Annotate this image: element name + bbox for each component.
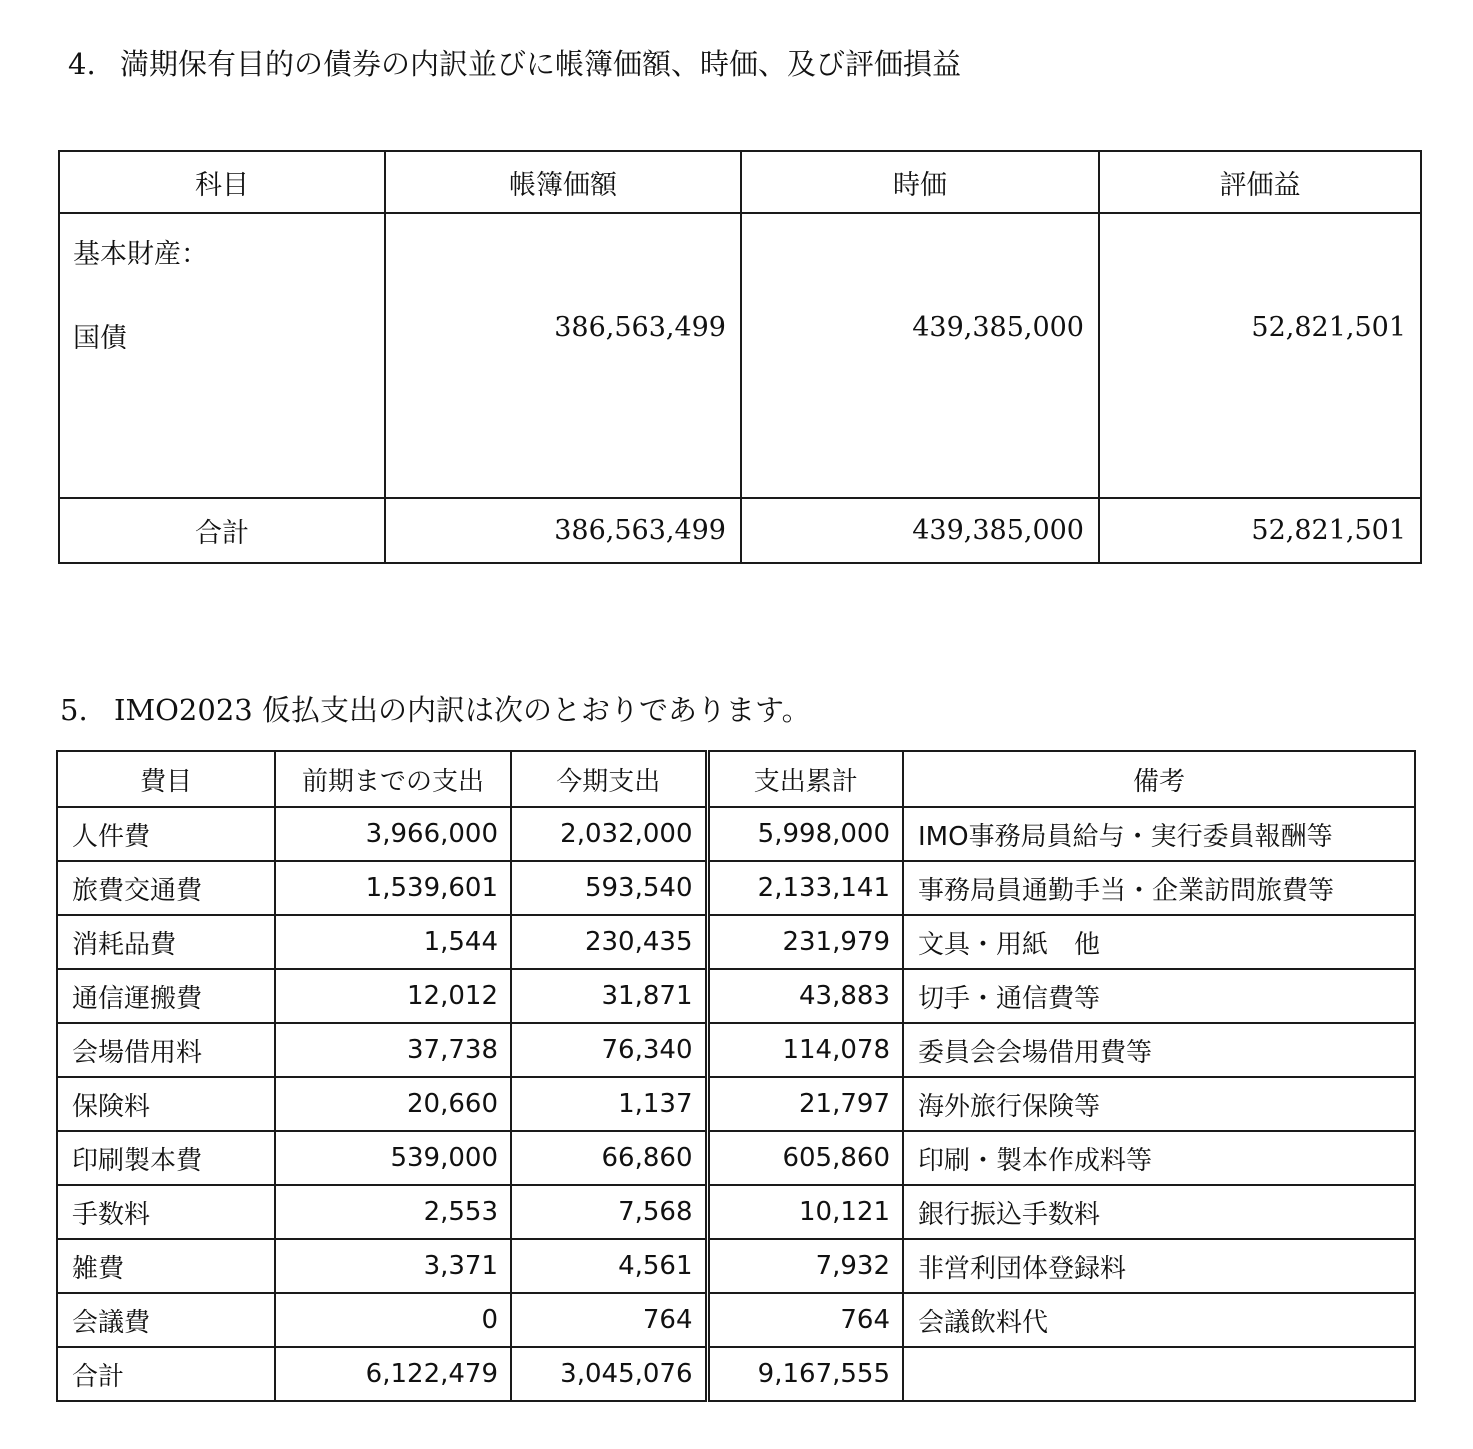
section-4-title: 満期保有目的の債券の内訳並びに帳簿価額、時価、及び評価損益 (120, 47, 962, 81)
prior-expenditure: 1,539,601 (275, 861, 511, 915)
cumulative-expenditure: 43,883 (707, 969, 903, 1023)
section-4-heading (68, 46, 961, 82)
expense-item: 手数料 (57, 1185, 275, 1239)
bond-book-value-cell (385, 213, 741, 498)
expense-item: 保険料 (57, 1077, 275, 1131)
bonds-body-row (59, 213, 1421, 498)
prior-expenditure: 2,553 (275, 1185, 511, 1239)
remarks: 委員会会場借用費等 (903, 1023, 1415, 1077)
prior-expenditure: 3,371 (275, 1239, 511, 1293)
prior-expenditure: 539,000 (275, 1131, 511, 1185)
remarks: 海外旅行保険等 (903, 1077, 1415, 1131)
expense-item: 旅費交通費 (57, 861, 275, 915)
bonds-header-row (59, 151, 1421, 213)
remarks: 会議飲料代 (903, 1293, 1415, 1347)
cumulative-expenditure: 231,979 (707, 915, 903, 969)
expenses-header-row (57, 751, 1415, 807)
table-row (57, 1077, 1415, 1131)
remarks: 文具・用紙 他 (903, 915, 1415, 969)
cumulative-expenditure: 605,860 (707, 1131, 903, 1185)
header-prior-expenditure: 前期までの支出 (275, 751, 511, 807)
remarks: 切手・通信費等 (903, 969, 1415, 1023)
current-expenditure: 4,561 (511, 1239, 707, 1293)
current-expenditure: 7,568 (511, 1185, 707, 1239)
bonds-total-gain: 52,821,501 (1099, 498, 1421, 563)
prior-expenditure: 1,544 (275, 915, 511, 969)
category-label: 基本財産： (73, 239, 208, 270)
table-row (57, 1023, 1415, 1077)
table-row (57, 969, 1415, 1023)
header-subject: 科目 (59, 151, 385, 213)
expense-item: 雑費 (57, 1239, 275, 1293)
expense-item: 消耗品費 (57, 915, 275, 969)
bonds-subject-cell (59, 213, 385, 498)
current-expenditure: 2,032,000 (511, 807, 707, 861)
table-row (57, 1239, 1415, 1293)
remarks: IMO事務局員給与・実行委員報酬等 (903, 807, 1415, 861)
table-row (57, 1131, 1415, 1185)
remarks: 事務局員通勤手当・企業訪問旅費等 (903, 861, 1415, 915)
cumulative-expenditure: 2,133,141 (707, 861, 903, 915)
expense-total-label: 合計 (57, 1347, 275, 1401)
section-5-heading (60, 692, 811, 728)
cumulative-expenditure: 10,121 (707, 1185, 903, 1239)
expense-item: 会場借用料 (57, 1023, 275, 1077)
bonds-total-book-value: 386,563,499 (385, 498, 741, 563)
header-expense-item: 費目 (57, 751, 275, 807)
header-remarks: 備考 (903, 751, 1415, 807)
bond-item-label: 国債 (73, 323, 127, 354)
expense-item: 通信運搬費 (57, 969, 275, 1023)
current-expenditure: 764 (511, 1293, 707, 1347)
header-market-value: 時価 (741, 151, 1099, 213)
cumulative-expenditure: 764 (707, 1293, 903, 1347)
expense-item: 人件費 (57, 807, 275, 861)
expenses-table (56, 750, 1416, 1402)
table-row (57, 1185, 1415, 1239)
current-expenditure-total: 3,045,076 (511, 1347, 707, 1401)
header-book-value: 帳簿価額 (385, 151, 741, 213)
expense-item: 会議費 (57, 1293, 275, 1347)
cumulative-expenditure-total: 9,167,555 (707, 1347, 903, 1401)
remarks-total (903, 1347, 1415, 1401)
bond-gain-cell (1099, 213, 1421, 498)
current-expenditure: 31,871 (511, 969, 707, 1023)
bonds-total-label: 合計 (59, 498, 385, 563)
remarks: 銀行振込手数料 (903, 1185, 1415, 1239)
header-cumulative-expenditure: 支出累計 (707, 751, 903, 807)
bond-market-value: 439,385,000 (912, 312, 1084, 343)
bond-market-value-cell (741, 213, 1099, 498)
header-current-expenditure: 今期支出 (511, 751, 707, 807)
section-5-title: IMO2023 仮払支出の内訳は次のとおりであります。 (114, 693, 811, 727)
expenses-total-row (57, 1347, 1415, 1401)
prior-expenditure: 0 (275, 1293, 511, 1347)
current-expenditure: 1,137 (511, 1077, 707, 1131)
bonds-total-market-value: 439,385,000 (741, 498, 1099, 563)
table-row (57, 861, 1415, 915)
current-expenditure: 76,340 (511, 1023, 707, 1077)
current-expenditure: 230,435 (511, 915, 707, 969)
prior-expenditure: 37,738 (275, 1023, 511, 1077)
prior-expenditure-total: 6,122,479 (275, 1347, 511, 1401)
remarks: 非営利団体登録料 (903, 1239, 1415, 1293)
bonds-total-row (59, 498, 1421, 563)
cumulative-expenditure: 114,078 (707, 1023, 903, 1077)
bond-book-value: 386,563,499 (554, 312, 726, 343)
prior-expenditure: 3,966,000 (275, 807, 511, 861)
prior-expenditure: 12,012 (275, 969, 511, 1023)
cumulative-expenditure: 21,797 (707, 1077, 903, 1131)
current-expenditure: 593,540 (511, 861, 707, 915)
section-4-number: 4. (68, 47, 96, 81)
table-row (57, 1293, 1415, 1347)
expense-item: 印刷製本費 (57, 1131, 275, 1185)
bonds-table (58, 150, 1422, 564)
table-row (57, 915, 1415, 969)
bond-gain: 52,821,501 (1251, 312, 1406, 343)
remarks: 印刷・製本作成料等 (903, 1131, 1415, 1185)
table-row (57, 807, 1415, 861)
prior-expenditure: 20,660 (275, 1077, 511, 1131)
cumulative-expenditure: 7,932 (707, 1239, 903, 1293)
section-5-number: 5. (60, 693, 88, 727)
current-expenditure: 66,860 (511, 1131, 707, 1185)
header-valuation-gain: 評価益 (1099, 151, 1421, 213)
cumulative-expenditure: 5,998,000 (707, 807, 903, 861)
